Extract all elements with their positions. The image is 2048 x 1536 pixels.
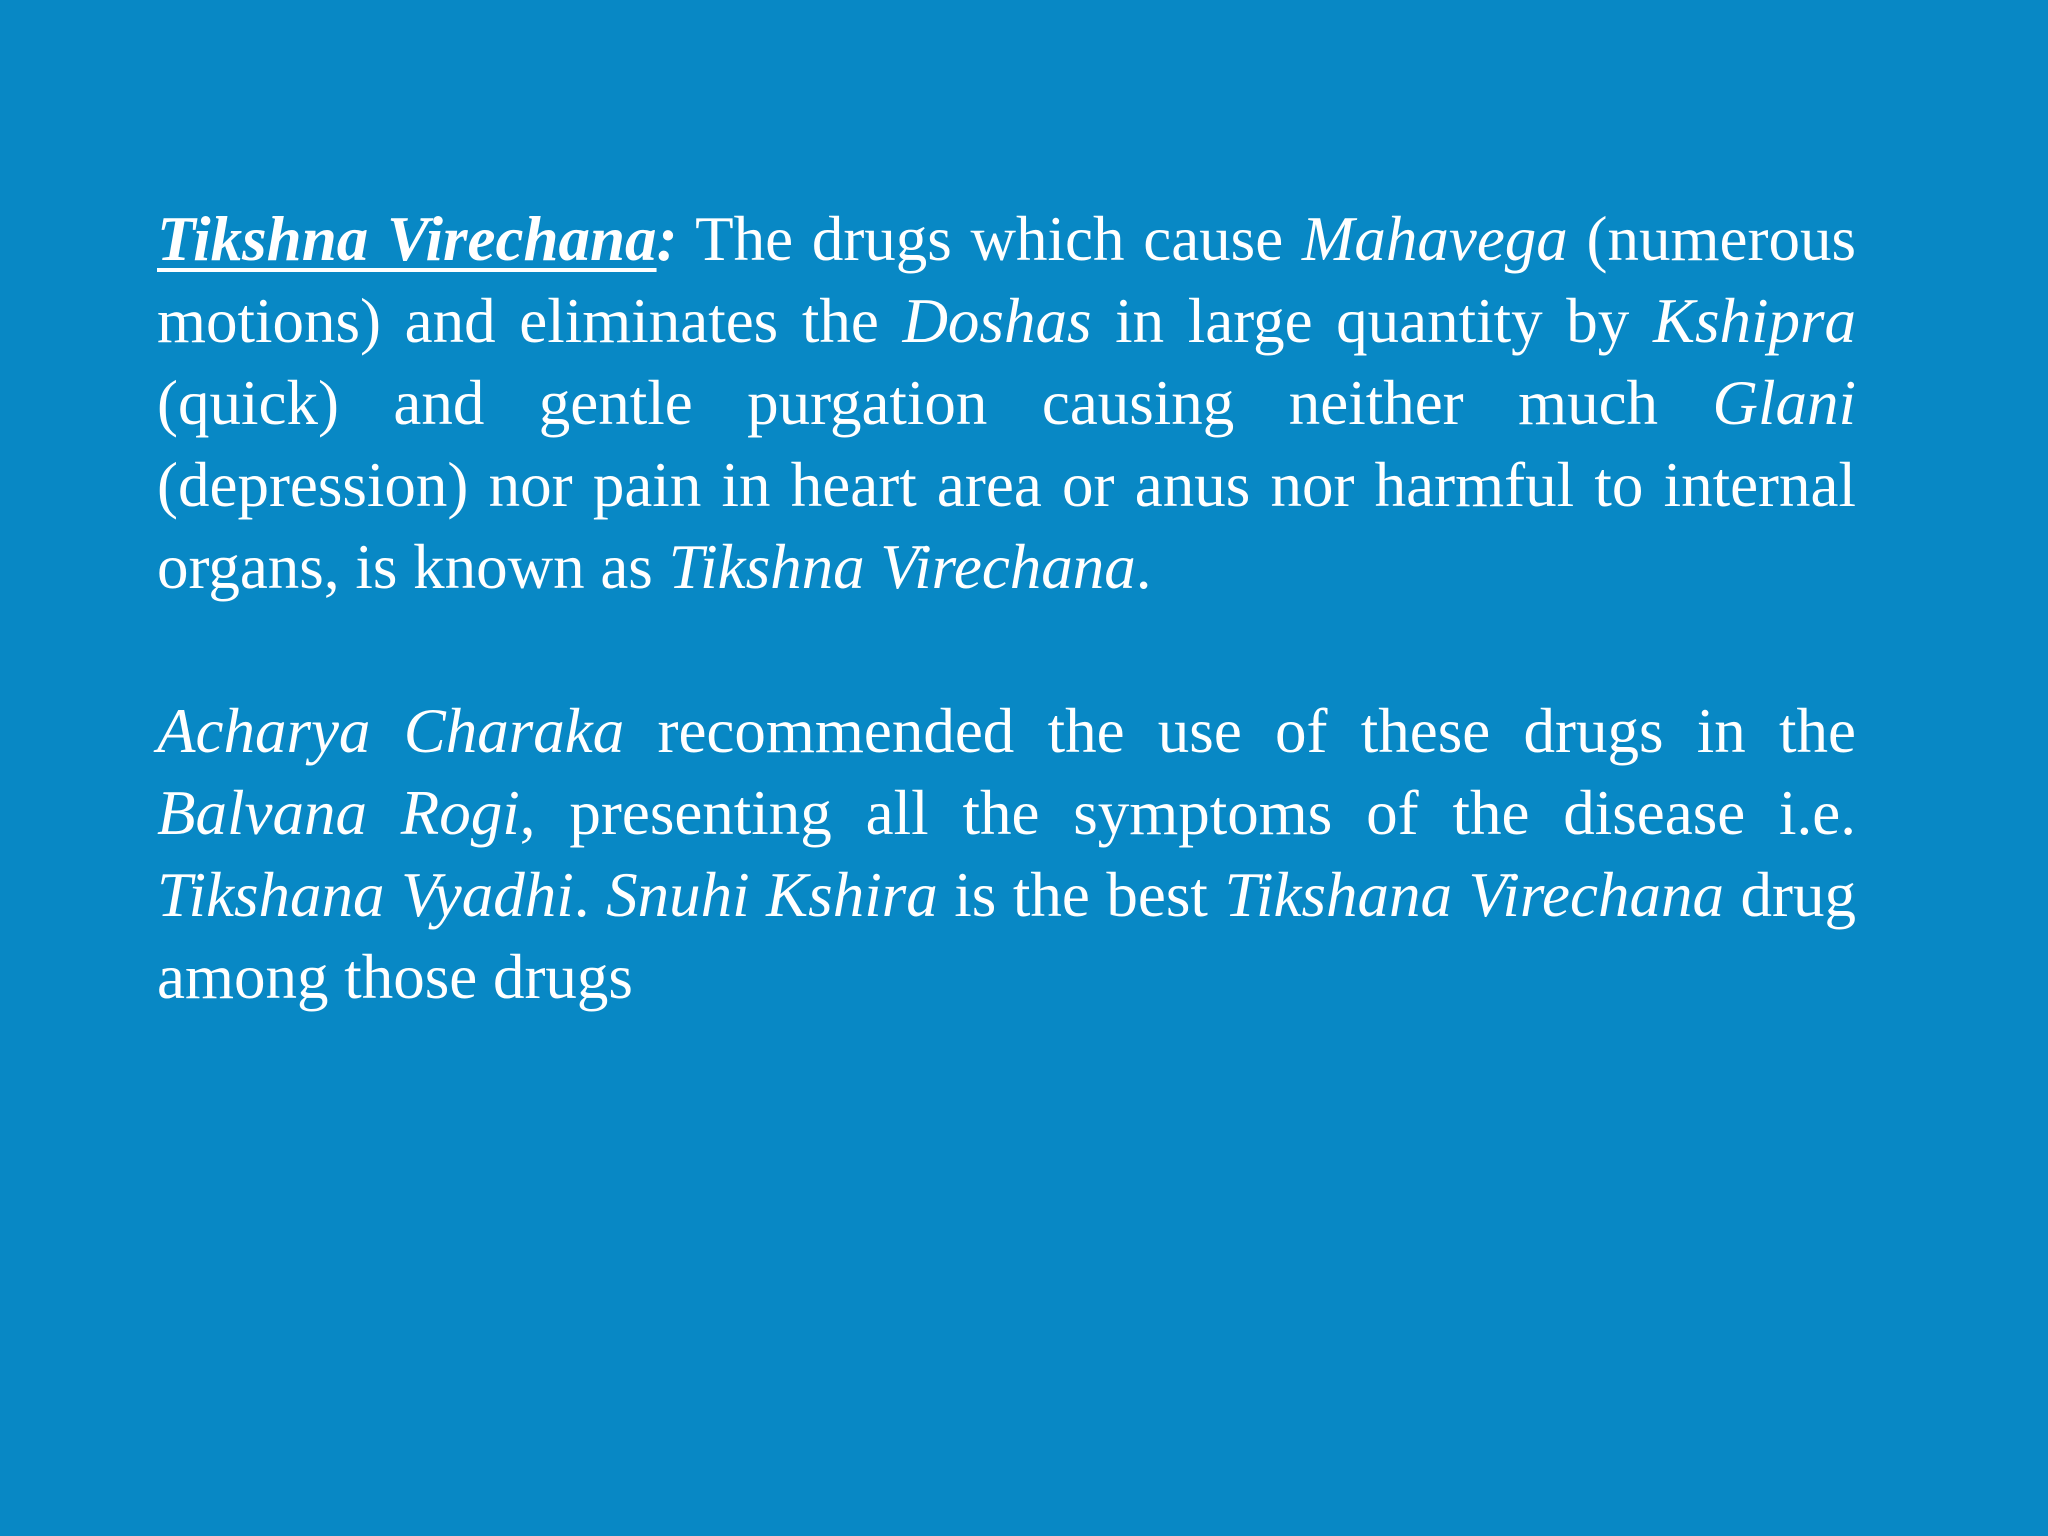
italic-term: Doshas — [902, 286, 1092, 356]
text-segment: , presenting all the symptoms of the disease i.e. — [519, 778, 1856, 848]
text-segment: . — [573, 860, 607, 930]
paragraph-charaka-recommendation — [157, 690, 1856, 1018]
text-segment: drug among those drugs — [157, 860, 1857, 1012]
italic-term: Kshipra — [1652, 286, 1856, 356]
text-segment: (quick) and gentle purgation causing neither much — [157, 368, 1713, 438]
italic-term: Balvana Rogi — [157, 778, 520, 848]
italic-term: Tikshana Virechana — [1224, 860, 1724, 930]
italic-term: Mahavega — [1301, 204, 1568, 274]
text-segment: in large quantity by — [1091, 286, 1653, 356]
italic-term: Tikshna Virechana — [668, 532, 1136, 602]
text-segment: The drugs which cause — [677, 204, 1302, 274]
text-segment: recommended the use of these drugs in the — [624, 696, 1856, 766]
term-colon: : — [656, 204, 678, 274]
text-segment: is the best — [937, 860, 1225, 930]
text-segment: (depression) nor pain in heart area or anus nor harmful to internal organs, is known as — [157, 450, 1856, 602]
text-segment: (numerous motions) and eliminates the — [157, 204, 1856, 356]
text-segment: . — [1135, 532, 1152, 602]
term-heading: Tikshna Virechana — [157, 204, 657, 274]
italic-term: Acharya Charaka — [157, 696, 625, 766]
italic-term: Glani — [1712, 368, 1856, 438]
paragraph-tikshna-definition — [157, 198, 1856, 608]
italic-term: Tikshana Vyadhi — [157, 860, 574, 930]
italic-term: Snuhi Kshira — [606, 860, 938, 930]
